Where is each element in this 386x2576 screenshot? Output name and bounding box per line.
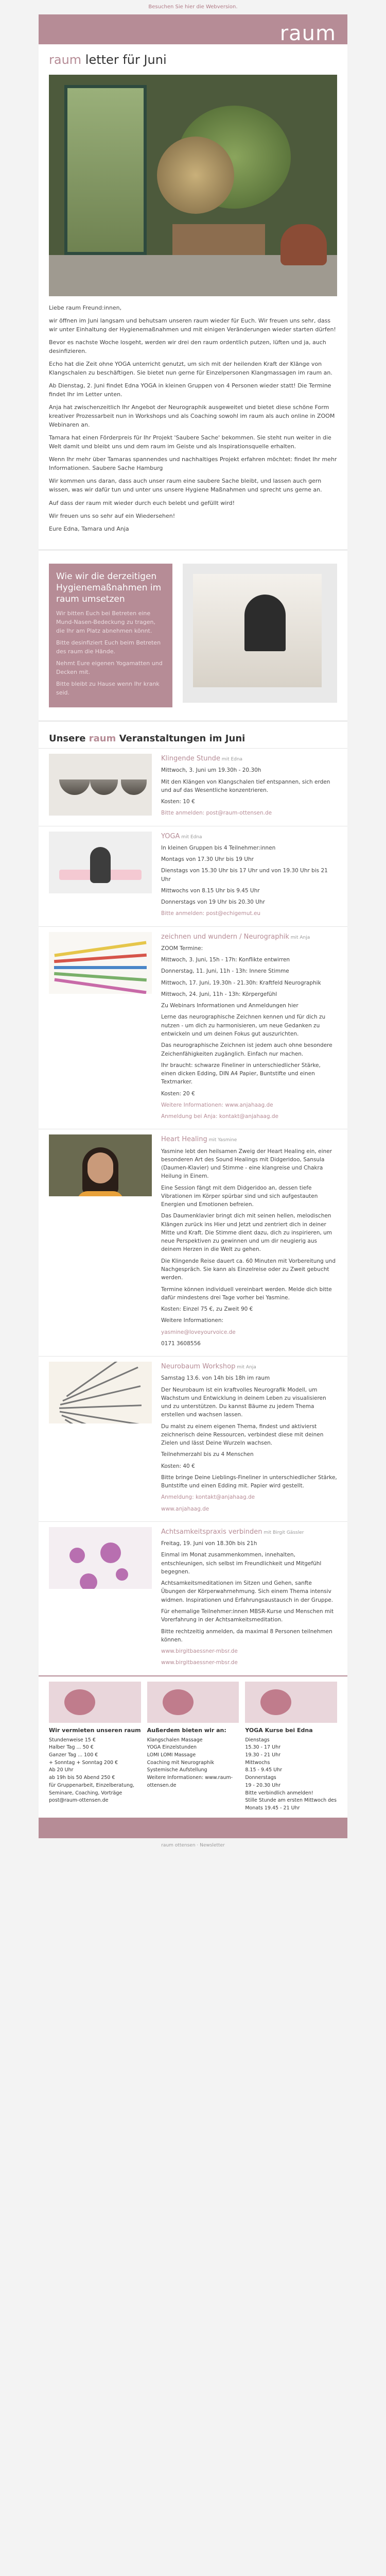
hygiene-line: Bitte desinfiziert Euch beim Betreten des raum die Hände.	[56, 639, 161, 655]
intro-paragraph: Wenn Ihr mehr über Tamaras spannendes und nachhaltiges Projekt erfahren möchtet: findet Ihr mehr Informationen. Saubere Sache Hamburg	[49, 456, 337, 472]
event-line: Mittwochs von 8.15 Uhr bis 9.45 Uhr	[161, 887, 260, 894]
event-line: Montags von 17.30 Uhr bis 19 Uhr	[161, 856, 254, 863]
event-line: 0171 3608556	[161, 1340, 201, 1347]
event-line[interactable]: Bitte anmelden: post@echigemut.eu	[161, 910, 261, 917]
event-image	[49, 1362, 152, 1423]
intro-paragraph: wir öffnen im Juni langsam und behutsam unseren raum wieder für Euch. Wir freuen uns sehr, dass wir unter Einhaltung der Hygienemaßnahmen und mit einigen Veränderungen wieder starten dürfen!	[49, 317, 336, 333]
event-line: Das Daumenklavier bringt dich mit seinen hellen, melodischen Klängen zurück ins Hier und Jetzt und zentriert dich in deiner Mitte und Kraft. Die Stimme dient dazu, dich zu inspirieren, um neue Perspektiven zu gewinnen und um dir neugierig aus deinem Herzen in die Welt zu gehen.	[161, 1213, 332, 1253]
event-line: Zu Webinars Informationen und Anmeldungen hier	[161, 1003, 299, 1009]
footer-line: Halber Tag ... 50 €	[49, 1744, 94, 1751]
event-line: Die Klingende Reise dauert ca. 60 Minuten mit Vorbereitung und Nachgespräch. Sie kann als Einzelreise oder zu Zweit gebucht werden.	[161, 1258, 336, 1281]
event-line: Mittwoch, 3. Juni, 15h - 17h: Konflikte entwirren	[161, 957, 290, 963]
event-title: zeichnen und wundern / Neurographik mit Anja	[161, 933, 310, 941]
intro-section	[39, 44, 347, 544]
event-line: In kleinen Gruppen bis 4 Teilnehmer:innen	[161, 844, 276, 851]
event-line: Lerne das neurographische Zeichnen kennen und für dich zu nutzen - um dich zu harmonisieren, um neue Gedanken zu entwickeln und um deinen Fokus gut auszurichten.	[161, 1014, 326, 1037]
event-line[interactable]: Anmeldung: kontakt@anjahaag.de	[161, 1494, 255, 1501]
event-line: Kosten: 10 €	[161, 799, 195, 805]
event-line: Eine Session fängt mit dem Didgeridoo an, dessen tiefe Vibrationen im Körper spürbar sind und sich aufgestauten Energien und Emotionen befreien.	[161, 1184, 318, 1208]
event-line[interactable]: www.birgitbaessner-mbsr.de	[161, 1659, 238, 1666]
events-list	[39, 748, 347, 1675]
page-title	[49, 50, 337, 70]
hygiene-image	[183, 564, 337, 703]
event-title: Neurobaum Workshop mit Anja	[161, 1363, 256, 1371]
hygiene-box	[49, 564, 172, 708]
intro-paragraph: Echo hat die Zeit ohne YOGA unterricht genutzt, um sich mit der heilenden Kraft der Klänge von Klangschalen zu beschäftigen. Sie bietet nun gerne für Einzelpersonen Klangmassagen im raum an.	[49, 360, 332, 376]
event-line[interactable]: www.birgitbaessner-mbsr.de	[161, 1648, 238, 1655]
event-line: Mit den Klängen von Klangschalen tief entspannen, sich erden und auf das Wesentliche konzentrieren.	[161, 778, 330, 793]
hygiene-title: Wie wir die derzeitigen Hygienemaßnahmen im raum umsetzen	[56, 571, 162, 604]
event-image	[49, 754, 152, 816]
event-line: Teilnehmerzahl bis zu 4 Menschen	[161, 1451, 254, 1458]
intro-paragraph: Wir kommen uns daran, dass auch unser raum eine saubere Sache bleibt, und lassen auch gern wissen, was wir dafür tun und unter uns unsere Hygiene Maßnahmen und sprecht uns gerne an.	[49, 478, 322, 494]
footer-columns	[39, 1675, 347, 1818]
event-line: Kosten: 40 €	[161, 1463, 195, 1469]
event-line: Mittwoch, 24. Juni, 11h - 13h: Körpergefühl	[161, 991, 277, 997]
footer-line: 8.15 - 9.45 Uhr	[245, 1767, 283, 1773]
footer-bar	[39, 1818, 347, 1838]
intro-paragraph: Bevor es nachste Woche losgeht, werden wir drei den raum ordentlich putzen, lüften und ja, auch desinfizieren.	[49, 338, 326, 354]
event-item	[39, 1521, 347, 1675]
footer-line: YOGA Einzelstunden	[147, 1744, 197, 1751]
event-image	[49, 1527, 152, 1589]
footer-line: 15.30 - 17 Uhr	[245, 1744, 280, 1751]
event-line: Für ehemalige Teilnehmer:innen MBSR-Kurse und Menschen mit Vorerfahrung in der Achtsamkeitsmeditation.	[161, 1608, 334, 1623]
hygiene-lines	[56, 609, 165, 697]
event-line: Mittwoch, 17. Juni, 19.30h - 21.30h: Kraftfeld Neurographik	[161, 979, 321, 986]
event-line[interactable]: yasmine@loveyourvoice.de	[161, 1329, 236, 1335]
event-title: Achtsamkeitspraxis verbinden mit Birgit Gässler	[161, 1528, 304, 1536]
event-line: Kosten: Einzel 75 €, zu Zweit 90 €	[161, 1306, 253, 1313]
footer-title: Wir vermieten unseren raum	[49, 1726, 141, 1734]
event-item	[39, 1129, 347, 1356]
footer-title: YOGA Kurse bei Edna	[245, 1726, 313, 1734]
event-line: Einmal im Monat zusammenkommen, innehalten, entschleunigen, sich selbst im Freundlichkeit und Mitgefühl begegnen.	[161, 1552, 322, 1575]
footer-column	[147, 1682, 239, 1812]
intro-paragraph: Ab Dienstag, 2. Juni findet Edna YOGA in kleinen Gruppen von 4 Personen wieder statt! Die Termine findet Ihr im Letter unten.	[49, 382, 331, 398]
footer-column	[49, 1682, 141, 1812]
event-line: Freitag, 19. Juni von 18.30h bis 21h	[161, 1540, 257, 1547]
footer-line: ab 19h bis 50 Abend 250 €	[49, 1775, 115, 1781]
event-item	[39, 926, 347, 1129]
event-line: Weitere Informationen:	[161, 1317, 224, 1324]
hero-image	[49, 75, 337, 296]
hygiene-line: Bitte bleibt zu Hause wenn Ihr krank seid.	[56, 681, 160, 697]
preheader[interactable]	[0, 0, 386, 14]
hygiene-line: Nehmt Eure eigenen Yogamatten und Decken mit.	[56, 660, 163, 676]
footer-line: 19.30 - 21 Uhr	[245, 1752, 280, 1758]
newsletter	[39, 14, 347, 1838]
event-line: Das neurographische Zeichnen ist jedem auch ohne besondere Zeichenfähigkeiten zugänglich. Einfach nur machen.	[161, 1042, 332, 1057]
intro-paragraph: Wir freuen uns so sehr auf ein Wiedersehen!	[49, 512, 176, 519]
event-line[interactable]: Weitere Informationen: www.anjahaag.de	[161, 1101, 273, 1108]
event-title: Heart Healing mit Yasmine	[161, 1136, 237, 1144]
event-line[interactable]: www.anjahaag.de	[161, 1505, 209, 1512]
intro-paragraph: Auf dass der raum mit wieder durch euch belebt und gefüllt wird!	[49, 499, 235, 506]
event-line: Donnerstag, 11. Juni, 11h - 13h: Innere Stimme	[161, 968, 289, 975]
intro-paragraph: Tamara hat einen Förderpreis für Ihr Projekt 'Saubere Sache' bekommen. Sie steht nun weiter in die Welt damit und bleibt uns und dem raum im Geiste und als Inspirationsquelle erhalten.	[49, 434, 331, 450]
event-line: Termine können individuell vereinbart werden. Melde dich bitte dafür mindestens drei Tage vorher bei Yasmine.	[161, 1286, 332, 1301]
event-image	[49, 932, 152, 994]
events-heading: Unsere raum Veranstaltungen im Juni	[49, 733, 245, 744]
event-title: YOGA mit Edna	[161, 832, 202, 840]
event-line: Ihr braucht: schwarze Fineliner in unterschiedlicher Stärke, einen dicken Edding, DIN A4 Papier, Buntstifte und einen Textmarker.	[161, 1062, 321, 1086]
footer-line: Bitte verbindlich anmelden!	[245, 1790, 313, 1796]
intro-paragraph: Liebe raum Freund:innen,	[49, 304, 122, 311]
event-line: Mittwoch, 3. Juni um 19.30h - 20.30h	[161, 767, 261, 774]
footer-line: Stille Stunde am ersten Mittwoch des Monats 19.45 - 21 Uhr	[245, 1798, 337, 1811]
event-item	[39, 1356, 347, 1521]
footer-line: Systemische Aufstellung	[147, 1767, 207, 1773]
hygiene-line: Wir bitten Euch bei Betreten eine Mund-Nasen-Bedeckung zu tragen, die Ihr am Platz abnehmen könnt.	[56, 609, 156, 635]
title-brand: raum	[49, 52, 82, 67]
title-rest: letter für Juni	[81, 52, 167, 67]
event-line: Du malst zu einem eigenen Thema, findest und aktivierst zeichnerisch deine Ressourcen, verbindest diese mit deinen Zielen und lässt Deine Wurzeln wachsen.	[161, 1423, 324, 1447]
footer-line: Dienstags	[245, 1737, 270, 1743]
footer-line: Coaching mit Neurographik	[147, 1759, 214, 1766]
event-line: Samstag 13.6. von 14h bis 18h im raum	[161, 1375, 270, 1382]
footer-line: Klangschalen Massage	[147, 1737, 203, 1743]
intro-paragraph: Eure Edna, Tamara und Anja	[49, 525, 129, 532]
event-line: Bitte rechtzeitig anmelden, da maximal 8 Personen teilnehmen können.	[161, 1628, 332, 1643]
footer-line: Stundenweise 15 €	[49, 1737, 96, 1743]
footer-line[interactable]: post@raum-ottensen.de	[49, 1798, 109, 1804]
event-line[interactable]: Anmeldung bei Anja: kontakt@anjahaag.de	[161, 1113, 278, 1120]
header-bar	[39, 14, 347, 44]
footer-line: Ganzer Tag ... 100 €	[49, 1752, 98, 1758]
footer-image	[245, 1682, 337, 1723]
footer-line: Donnerstags	[245, 1775, 276, 1781]
event-item	[39, 748, 347, 825]
event-line: Bitte bringe Deine Lieblings-Fineliner in unterschiedlicher Stärke, Buntstifte und einen Edding mit. Papier wird gestellt.	[161, 1474, 337, 1489]
event-image	[49, 1134, 152, 1196]
footer-line: Ab 20 Uhr	[49, 1767, 74, 1773]
event-line: Donnerstags von 19 Uhr bis 20.30 Uhr	[161, 899, 265, 906]
footer-image	[49, 1682, 141, 1723]
event-line[interactable]: Bitte anmelden: post@raum-ottensen.de	[161, 810, 272, 817]
event-line: Yasmine lebt den heilsamen Zweig der Heart Healing ein, einer besonderen Art des Sound Healings mit Didgeridoo, Sansula (Daumen-Klavier) und Stimme - eine klangreise und Chakra Heilung in Einem.	[161, 1148, 332, 1180]
footer-title: Außerdem bieten wir an:	[147, 1726, 226, 1734]
event-line: ZOOM Termine:	[161, 945, 203, 952]
webversion-link[interactable]: Besuchen Sie hier die Webversion.	[148, 4, 238, 10]
intro-paragraph: Anja hat zwischenzeitlich Ihr Angebot der Neurographik ausgeweitet und bietet diese schöne Form kreativer Prozessarbeit nun in Workshops und als Coaching sowohl im raum als auch online in ZOOM Webinaren an.	[49, 404, 335, 429]
event-item	[39, 826, 347, 926]
footer-line: für Gruppenarbeit, Einzelberatung, Seminare, Coaching, Vorträge	[49, 1782, 135, 1796]
footer-column	[245, 1682, 337, 1812]
footer-line: + Sonntag + Sonntag 200 €	[49, 1759, 118, 1766]
footer-line: LOMI LOMI Massage	[147, 1752, 196, 1758]
hygiene-section	[39, 556, 347, 715]
event-title: Klingende Stunde mit Edna	[161, 755, 243, 763]
footer-line: 19 - 20.30 Uhr	[245, 1782, 280, 1788]
footer-note: raum ottensen · Newsletter	[161, 1842, 225, 1848]
footer-line[interactable]: Weitere Informationen: www.raum-ottensen.de	[147, 1775, 233, 1788]
logo: raum	[279, 21, 336, 45]
event-line: Kosten: 20 €	[161, 1090, 195, 1097]
event-line: Der Neurobaum ist ein kraftvolles Neurografik Modell, um Wachstum und Entwicklung in deinem Leben zu visualisieren und zu unterstützen. Du kannst Bäume zu jedem Thema erstellen und wachsen lassen.	[161, 1386, 326, 1418]
footer-image	[147, 1682, 239, 1723]
event-image	[49, 832, 152, 893]
event-line: Dienstags von 15.30 Uhr bis 17 Uhr und von 19.30 Uhr bis 21 Uhr	[161, 868, 328, 883]
intro-text	[49, 303, 337, 533]
event-line: Achtsamkeitsmeditationen im Sitzen und Gehen, sanfte Übungen der Körperwahrnehmung. Sich einem Thema intensiv widmen. Inspirationen und Erfahrungsaustausch in der Gruppe.	[161, 1580, 334, 1603]
footer-line: Mittwochs	[245, 1759, 270, 1766]
